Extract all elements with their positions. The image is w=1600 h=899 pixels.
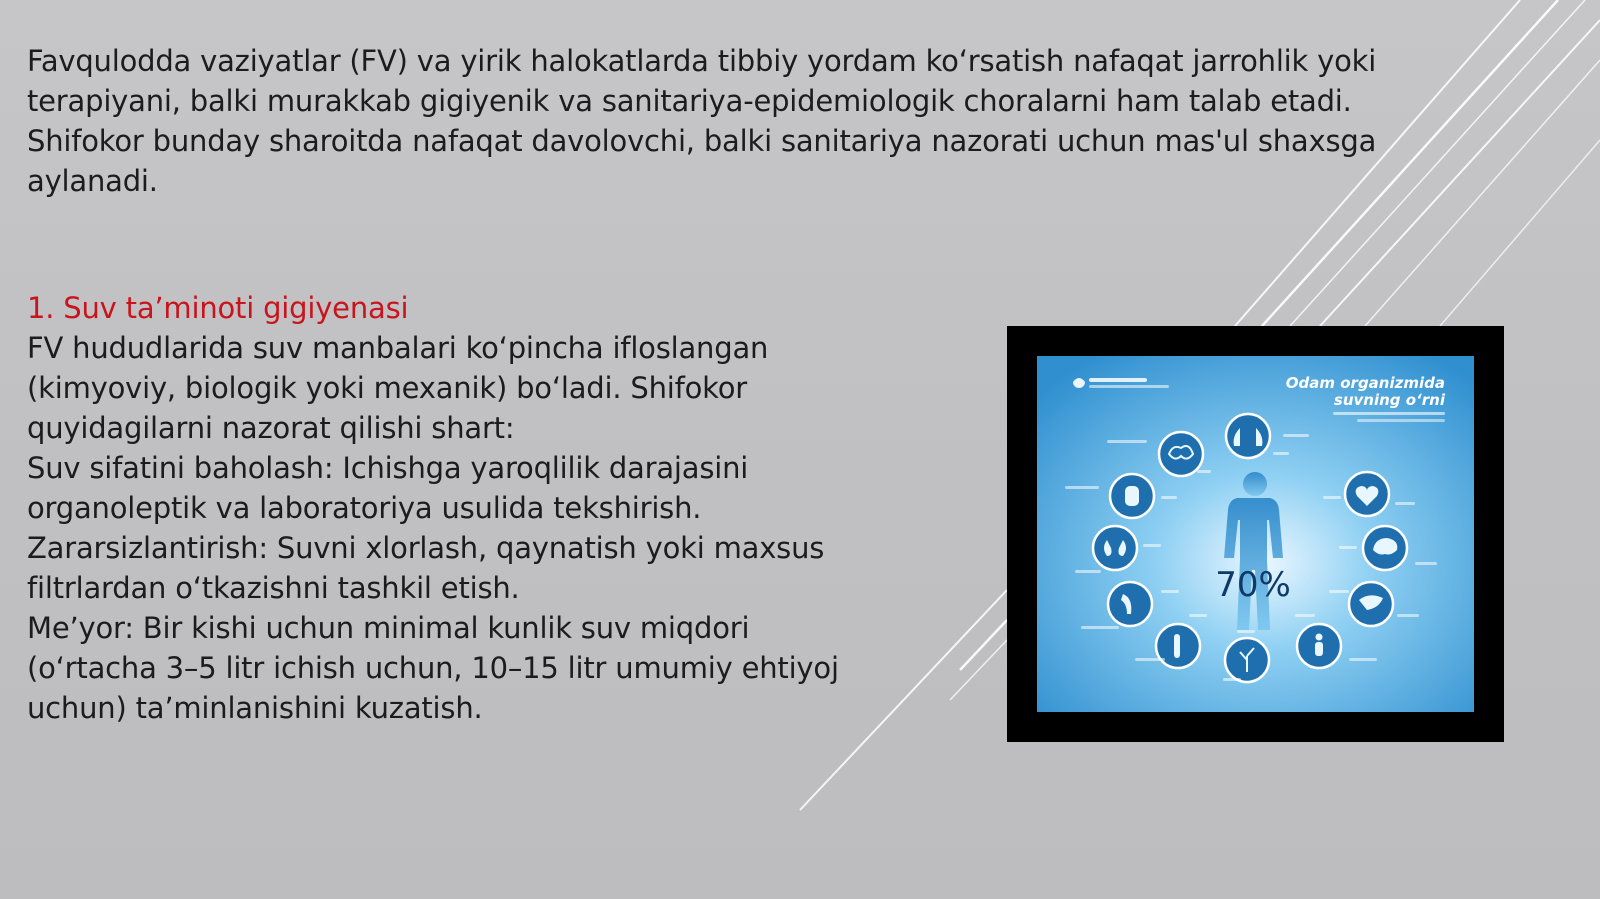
water-infographic-image	[1037, 356, 1474, 712]
lungs-icon	[1226, 414, 1270, 458]
kidney-icon	[1093, 526, 1137, 570]
infographic-graphic	[1037, 356, 1474, 712]
section-line: uchun) taʼminlanishini kuzatish.	[27, 691, 483, 725]
infographic-title-line1: Odam organizmida	[1285, 374, 1445, 392]
center-percentage: 70%	[1215, 565, 1291, 605]
infographic-title-line2: suvning oʻrni	[1333, 391, 1445, 409]
section-line: Zararsizlantirish: Suvni xlorlash, qaynatish yoki maxsus	[27, 531, 825, 565]
intro-line: Shifokor bunday sharoitda nafaqat davolovchi, balki sanitariya nazorati uchun mas'ul shaxsga	[27, 124, 1377, 158]
intro-line: Favqulodda vaziyatlar (FV) va yirik halokatlarda tibbiy yordam koʻrsatish nafaqat jarrohlik yoki	[27, 44, 1377, 78]
intro-paragraph	[27, 41, 1376, 201]
heart-icon	[1345, 472, 1389, 516]
liver-icon	[1349, 582, 1393, 626]
section-line: filtrlardan oʻtkazishni tashkil etish.	[27, 571, 520, 605]
section-line: organoleptik va laboratoriya usulida tekshirish.	[27, 491, 702, 525]
body-icon	[1297, 624, 1341, 668]
brain-side-icon	[1363, 526, 1407, 570]
intro-line: terapiyani, balki murakkab gigiyenik va sanitariya-epidemiologik choralarni ham talab etadi.	[27, 84, 1352, 118]
section-line: quyidagilarni nazorat qilishi shart:	[27, 411, 515, 445]
joint-icon	[1110, 474, 1154, 518]
section-line: (kimyoviy, biologik yoki mexanik) boʻladi. Shifokor	[27, 371, 747, 405]
water-supply-section	[27, 288, 839, 728]
section-heading: 1. Suv taʼminoti gigiyenasi	[27, 291, 409, 325]
infographic-frame	[1007, 326, 1504, 742]
section-line: Meʼyor: Bir kishi uchun minimal kunlik suv miqdori	[27, 611, 750, 645]
brain-icon	[1159, 432, 1203, 476]
section-line: (oʻrtacha 3–5 litr ichish uchun, 10–15 litr umumiy ehtiyoj	[27, 651, 839, 685]
muscle-icon	[1108, 582, 1152, 626]
blood-vessel-icon	[1225, 638, 1269, 682]
intro-line: aylanadi.	[27, 164, 158, 198]
section-line: Suv sifatini baholash: Ichishga yaroqlilik darajasini	[27, 451, 749, 485]
section-line: FV hududlarida suv manbalari koʻpincha ifloslangan	[27, 331, 769, 365]
bone-icon	[1156, 624, 1200, 668]
